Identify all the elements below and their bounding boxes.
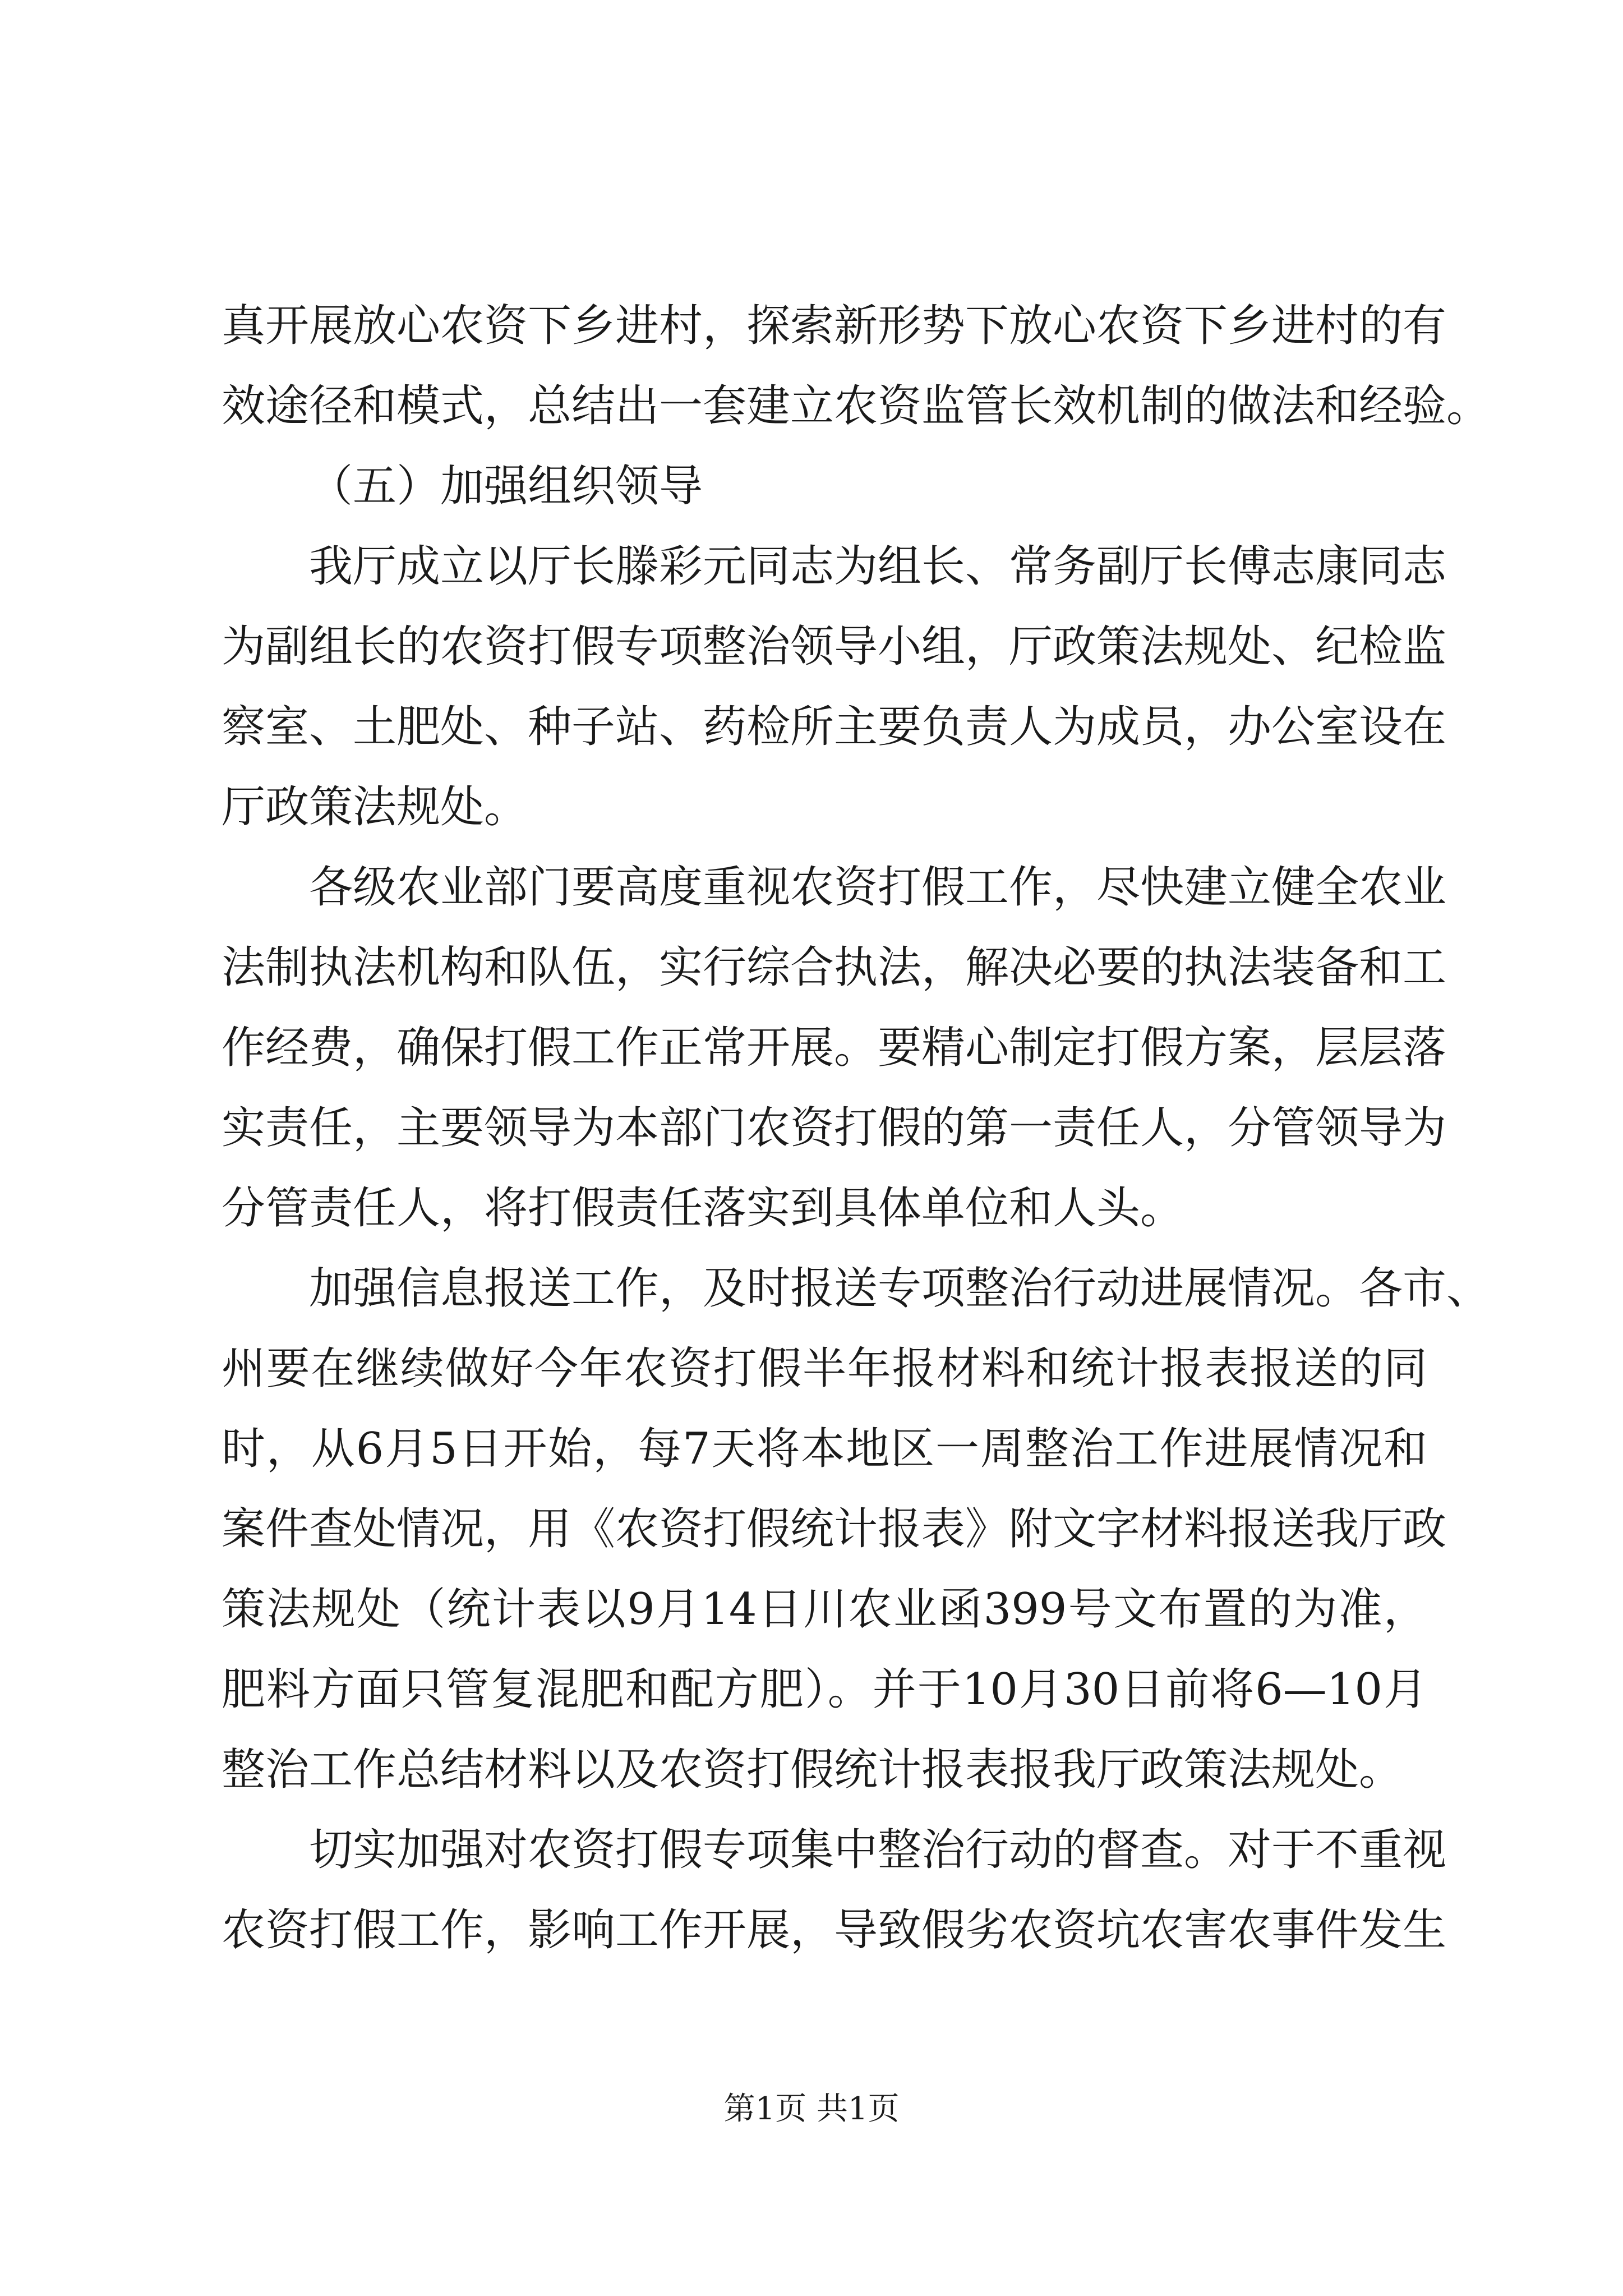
text-line: 效途径和模式，总结出一套建立农资监管长效机制的做法和经验。 xyxy=(222,381,1491,431)
text-line: 策法规处（统计表以9月14日川农业函399号文布置的为准， xyxy=(222,1584,1427,1635)
text-line: 实责任，主要领导为本部门农资打假的第一责任人，分管领导为 xyxy=(222,1103,1447,1153)
text-line: 厅政策法规处。 xyxy=(222,782,528,832)
page-footer: 第1页 共1页 xyxy=(723,2091,900,2127)
paragraph-first-line: 加强信息报送工作，及时报送专项整治行动进展情况。各市、 xyxy=(309,1263,1491,1314)
text-line: 农资打假工作，影响工作开展，导致假劣农资坑农害农事件发生 xyxy=(222,1905,1447,1955)
paragraph-first-line: 我厅成立以厅长滕彩元同志为组长、常务副厅长傅志康同志 xyxy=(309,541,1447,592)
text-line: 作经费，确保打假工作正常开展。要精心制定打假方案，层层落 xyxy=(222,1023,1447,1073)
text-line: 真开展放心农资下乡进村，探索新形势下放心农资下乡进村的有 xyxy=(222,301,1447,351)
text-line: 分管责任人，将打假责任落实到具体单位和人头。 xyxy=(222,1183,1184,1234)
text-line: 法制执法机构和队伍，实行综合执法，解决必要的执法装备和工 xyxy=(222,942,1447,993)
text-line: 案件查处情况，用《农资打假统计报表》附文字材料报送我厅政 xyxy=(222,1504,1447,1554)
text-line: 整治工作总结材料以及农资打假统计报表报我厅政策法规处。 xyxy=(222,1745,1403,1795)
text-line: 察室、土肥处、种子站、药检所主要负责人为成员，办公室设在 xyxy=(222,702,1447,752)
paragraph-first-line: 切实加强对农资打假专项集中整治行动的督查。对于不重视 xyxy=(309,1825,1447,1875)
text-line: 为副组长的农资打假专项整治领导小组，厅政策法规处、纪检监 xyxy=(222,622,1447,672)
text-line: 州要在继续做好今年农资打假半年报材料和统计报表报送的同 xyxy=(222,1343,1427,1394)
text-line: 时，从6月5日开始，每7天将本地区一周整治工作进展情况和 xyxy=(222,1424,1427,1474)
text-line: 肥料方面只管复混肥和配方肥）。并于10月30日前将6—10月 xyxy=(222,1664,1427,1715)
paragraph-first-line: 各级农业部门要高度重视农资打假工作，尽快建立健全农业 xyxy=(309,862,1447,913)
document-body xyxy=(222,286,1491,1971)
section-heading: （五）加强组织领导 xyxy=(309,461,703,512)
